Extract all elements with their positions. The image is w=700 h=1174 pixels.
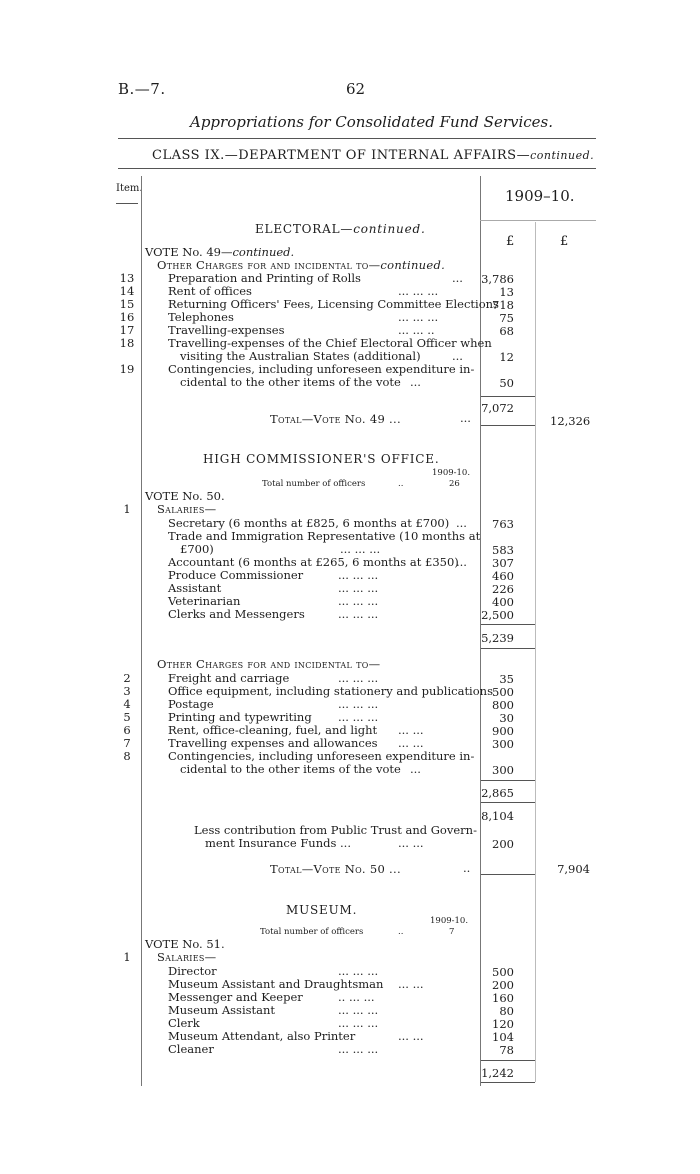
leader-dots: ... ... ...: [338, 1016, 379, 1030]
line-item-text: Rent of offices: [168, 284, 252, 298]
line-item-text: Travelling-expenses: [168, 323, 285, 337]
amount-value: 3,786: [481, 272, 514, 286]
title-rule: [118, 138, 596, 139]
leader-dots: ... ... ...: [338, 1042, 379, 1056]
leader-dots: ...: [452, 271, 463, 285]
subtotal-rule: [481, 780, 535, 781]
leader-dots: ... ... ...: [338, 1003, 379, 1017]
leader-dots: ...: [410, 375, 421, 389]
item-number: 19: [119, 362, 135, 376]
amount-value: 80: [499, 1004, 514, 1018]
vote-50-total: 7,904: [557, 862, 590, 876]
amount-value: 300: [492, 737, 514, 751]
amount-value: 75: [499, 311, 514, 325]
leader-dots: ... ...: [398, 1029, 424, 1043]
leader-dots: ... ... ...: [338, 697, 379, 711]
subtotal-rule: [481, 802, 535, 803]
page-number: 62: [346, 80, 366, 98]
amount-value: 78: [499, 1043, 514, 1057]
item-number: 3: [123, 684, 131, 698]
line-item-text: Office equipment, including stationery and publications: [168, 684, 493, 698]
hc-other-total: 2,865: [481, 786, 514, 800]
class-rule: [118, 168, 596, 169]
leader-dots: ... ... ...: [338, 964, 379, 978]
line-item-text-cont: cidental to the other items of the vote: [180, 762, 401, 776]
amount-value: 12: [499, 350, 514, 364]
vote-49-total-label: Total—Vote No. 49 ...: [270, 412, 401, 426]
salary-item-text: Trade and Immigration Representative (10 months at: [168, 529, 481, 543]
item-number: 8: [123, 749, 131, 763]
subtotal-rule: [481, 648, 535, 649]
item-number: 2: [123, 671, 131, 685]
line-item-text: Freight and carriage: [168, 671, 290, 685]
amount-value: 583: [492, 543, 514, 557]
leader-dots: ... ...: [398, 736, 424, 750]
salary-item-text: Veterinarian: [168, 594, 241, 608]
amount-value: 120: [492, 1017, 514, 1031]
leader-dots: ...: [460, 411, 471, 425]
subtotal-rule: [481, 624, 535, 625]
leader-dots: ... ... ...: [338, 671, 379, 685]
line-item-text: Printing and typewriting: [168, 710, 312, 724]
electoral-other-charges-label: Other Charges for and incidental to—continued.: [157, 258, 446, 272]
leader-dots: ...: [410, 762, 421, 776]
total-rule: [481, 874, 535, 875]
item-number: 1: [123, 502, 131, 516]
item-number: 6: [123, 723, 131, 737]
amount-value: 200: [492, 978, 514, 992]
leader-dots: ... ... ...: [398, 284, 439, 298]
amount-value: 13: [499, 285, 514, 299]
leader-dots: ...: [456, 555, 467, 569]
amount-value: 307: [492, 556, 514, 570]
line-item-text: Contingencies, including unforeseen expenditure in-: [168, 362, 475, 376]
leader-dots: ... ... ...: [398, 310, 439, 324]
leader-dots: ...: [452, 349, 463, 363]
amount-value: 30: [499, 711, 514, 725]
hc-other-charges-label: Other Charges for and incidental to—: [157, 657, 381, 671]
salary-item-text: Messenger and Keeper: [168, 990, 303, 1004]
page-code: B.—7.: [118, 80, 166, 98]
item-column-divider: [141, 176, 142, 1086]
officers-count: 26: [449, 479, 460, 489]
salary-item-text: Museum Assistant: [168, 1003, 276, 1017]
pound-symbol-2: £: [560, 234, 569, 249]
salary-item-text: Accountant (6 months at £265, 6 months at £350): [168, 555, 459, 569]
leader-dots: ... ... ...: [338, 568, 379, 582]
leader-dots: ... ... ..: [398, 323, 435, 337]
line-item-text: Preparation and Printing of Rolls: [168, 271, 361, 285]
salary-item-text: Clerks and Messengers: [168, 607, 305, 621]
leader-dots: ... ...: [398, 723, 424, 737]
amount-value: 460: [492, 569, 514, 583]
item-number: 5: [123, 710, 131, 724]
high-commissioner-heading: HIGH COMMISSIONER'S OFFICE.: [203, 452, 440, 466]
leader-dots: ... ... ...: [340, 542, 381, 556]
salaries-label: Salaries—: [157, 502, 217, 516]
less-contribution-text-cont: ment Insurance Funds ...: [205, 836, 351, 850]
item-header-underline: [116, 203, 138, 204]
amount-value: 300: [492, 763, 514, 777]
line-item-text: Postage: [168, 697, 214, 711]
salary-item-text: Assistant: [168, 581, 222, 595]
item-number: 13: [119, 271, 135, 285]
leader-dots: ..: [463, 861, 471, 875]
amount-value: 500: [492, 685, 514, 699]
total-rule: [481, 425, 535, 426]
officers-year: 1909-10.: [432, 468, 471, 478]
item-number: 1: [123, 950, 131, 964]
vote-50-label: VOTE No. 50.: [145, 489, 225, 503]
line-item-text-cont: visiting the Australian States (additional): [180, 349, 421, 363]
hc-gross-total: 8,104: [481, 809, 514, 823]
vote-49-total: 12,326: [550, 414, 591, 428]
hc-salaries-total: 5,239: [481, 631, 514, 645]
vote-51-label: VOTE No. 51.: [145, 937, 225, 951]
subtotal-rule: [481, 1060, 535, 1061]
salaries-label: Salaries—: [157, 950, 217, 964]
museum-heading: MUSEUM.: [286, 903, 358, 917]
line-item-text-cont: cidental to the other items of the vote: [180, 375, 401, 389]
subtotal-rule: [481, 1082, 535, 1083]
amount-value: 226: [492, 582, 514, 596]
officers-label: Total number of officers: [262, 479, 366, 489]
amount-value: 718: [492, 298, 514, 312]
vote-50-total-label: Total—Vote No. 50 ...: [270, 862, 401, 876]
amount-value: 35: [499, 672, 514, 686]
salary-item-text: Museum Attendant, also Printer: [168, 1029, 356, 1043]
year-column-header: 1909–10.: [505, 187, 575, 205]
museum-salaries-total: 1,242: [481, 1066, 514, 1080]
salary-item-text: Produce Commissioner: [168, 568, 304, 582]
line-item-text: Rent, office-cleaning, fuel, and light: [168, 723, 378, 737]
item-number: 7: [123, 736, 131, 750]
less-contribution-value: 200: [492, 837, 514, 851]
line-item-text: Returning Officers' Fees, Licensing Committee Elections: [168, 297, 499, 311]
line-item-text: Contingencies, including unforeseen expenditure in-: [168, 749, 475, 763]
year-header-rule: [480, 220, 596, 221]
leader-dots: ...: [456, 516, 467, 530]
electoral-heading: ELECTORAL—continued.: [255, 222, 426, 236]
line-item-text: Telephones: [168, 310, 234, 324]
item-number: 15: [119, 297, 135, 311]
amount-value: 900: [492, 724, 514, 738]
item-number: 17: [119, 323, 135, 337]
leader-dots: ..: [398, 927, 404, 937]
item-column-header: Item.: [116, 183, 143, 194]
officers-label: Total number of officers: [260, 927, 364, 937]
salary-item-text: Secretary (6 months at £825, 6 months at £700): [168, 516, 450, 530]
amount-value: 2,500: [481, 608, 514, 622]
electoral-subtotal: 7,072: [481, 401, 514, 415]
amount-value: 68: [499, 324, 514, 338]
item-number: 18: [119, 336, 135, 350]
salary-item-text: Clerk: [168, 1016, 200, 1030]
salary-item-text: Cleaner: [168, 1042, 214, 1056]
page-title: Appropriations for Consolidated Fund Services.: [190, 113, 554, 131]
amount-value: 104: [492, 1030, 514, 1044]
item-number: 16: [119, 310, 135, 324]
class-heading: CLASS IX.—DEPARTMENT OF INTERNAL AFFAIRS—continued.: [152, 148, 595, 163]
salary-item-text-cont: £700): [180, 542, 214, 556]
vote-49-label: VOTE No. 49—continued.: [145, 245, 295, 259]
leader-dots: ..: [398, 479, 404, 489]
leader-dots: .. ... ...: [338, 990, 375, 1004]
salary-item-text: Director: [168, 964, 217, 978]
amount-value: 50: [499, 376, 514, 390]
leader-dots: ... ... ...: [338, 607, 379, 621]
officers-count: 7: [449, 927, 455, 937]
amount-value: 500: [492, 965, 514, 979]
line-item-text: Travelling-expenses of the Chief Electoral Officer when: [168, 336, 492, 350]
leader-dots: ... ...: [398, 977, 424, 991]
total-column-divider: [535, 222, 536, 1082]
amount-value: 160: [492, 991, 514, 1005]
pound-symbol-1: £: [506, 234, 515, 249]
leader-dots: ... ... ...: [338, 594, 379, 608]
leader-dots: ... ... ...: [338, 581, 379, 595]
leader-dots: ... ...: [398, 836, 424, 850]
item-number: 14: [119, 284, 135, 298]
subtotal-rule: [481, 396, 535, 397]
amount-value: 763: [492, 517, 514, 531]
less-contribution-text: Less contribution from Public Trust and Govern-: [194, 823, 477, 837]
leader-dots: ... ... ...: [338, 710, 379, 724]
salary-item-text: Museum Assistant and Draughtsman: [168, 977, 384, 991]
line-item-text: Travelling expenses and allowances: [168, 736, 378, 750]
amount-value: 800: [492, 698, 514, 712]
item-number: 4: [123, 697, 131, 711]
amount-value: 400: [492, 595, 514, 609]
officers-year: 1909-10.: [430, 916, 469, 926]
